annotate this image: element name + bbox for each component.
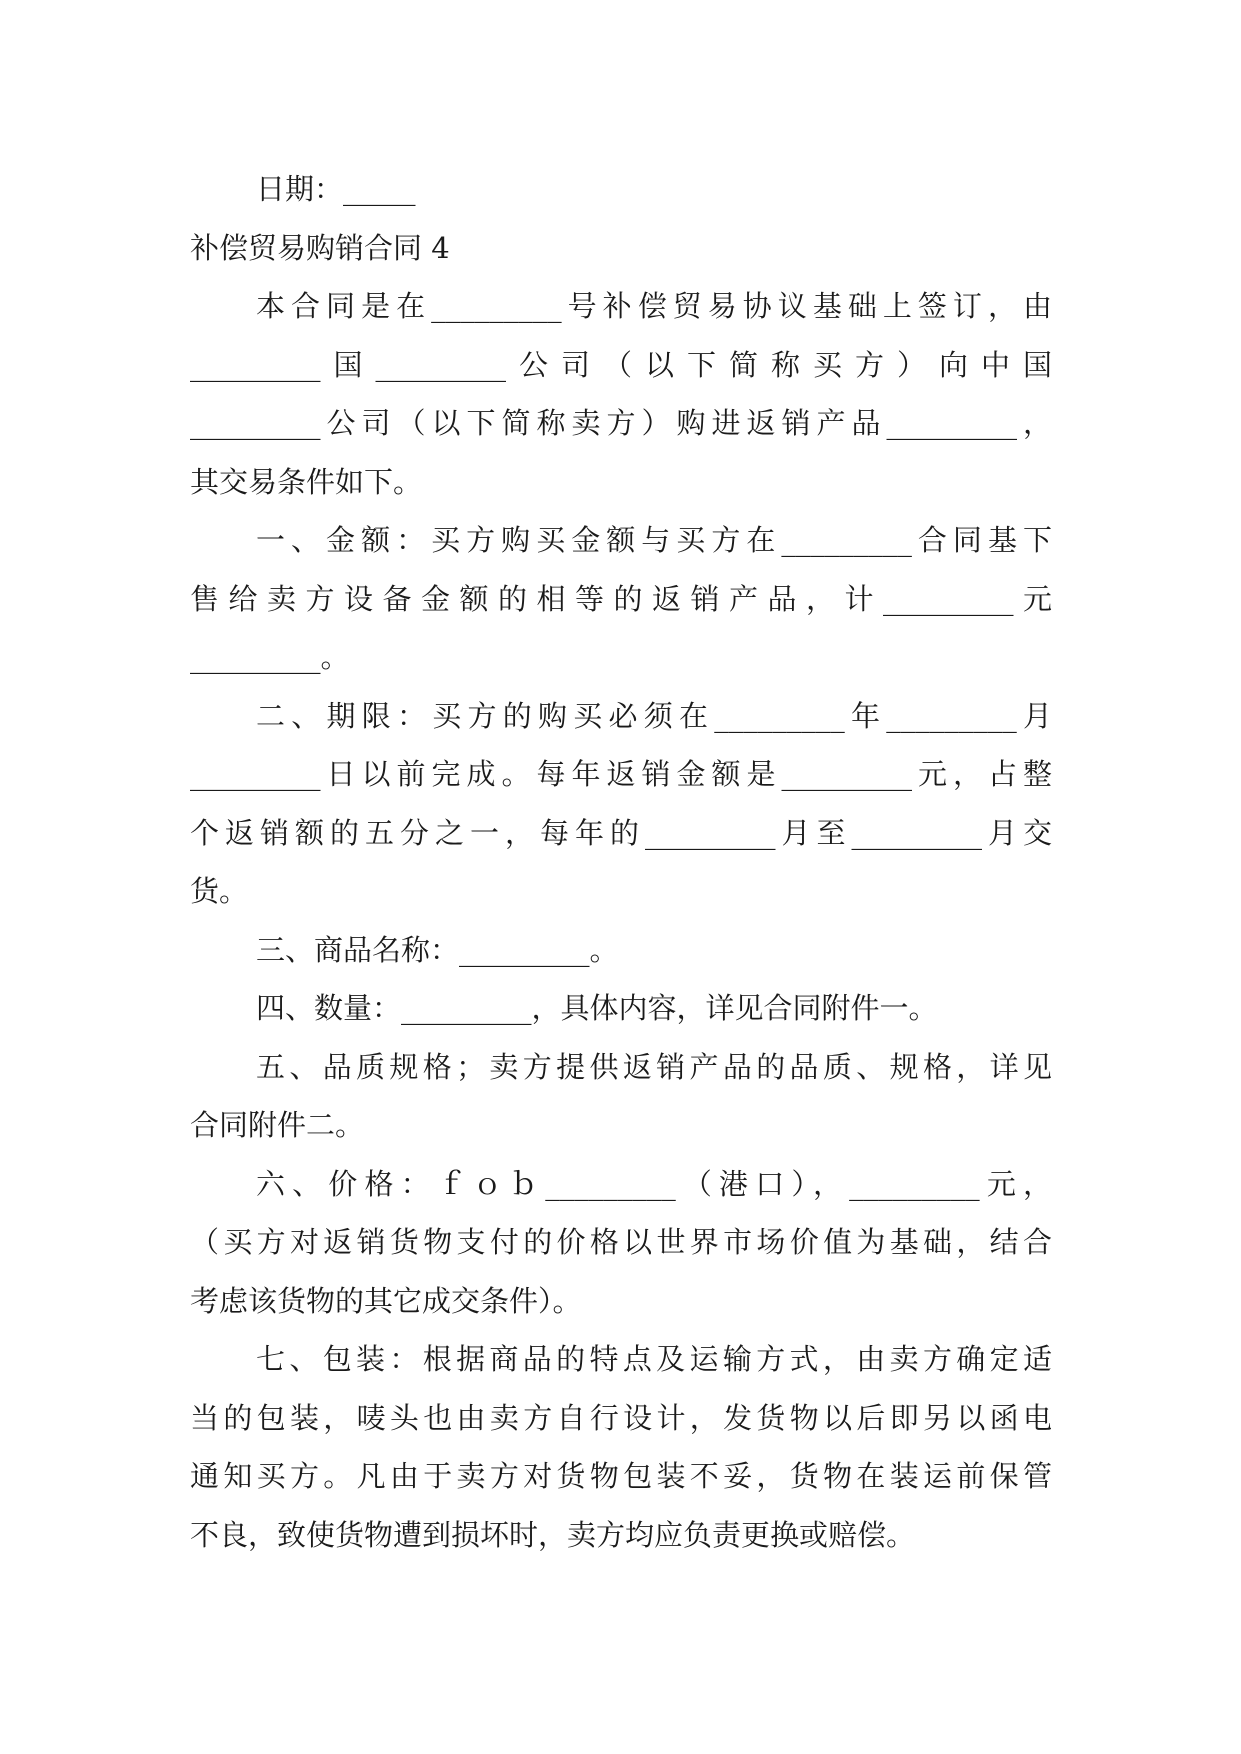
clause-amount-line-3: _________。 [190, 640, 350, 674]
clause-term-line-1: 二、期限：买方的购买必须在_________年_________月 [256, 698, 1052, 733]
clause-goods-name: 三、商品名称：_________。 [256, 932, 619, 967]
clause-term-line-2: _________日以前完成。每年返销金额是_________元，占整 [190, 757, 1052, 791]
clause-amount-line-1: 一、金额：买方购买金额与买方在_________合同基下 [256, 523, 1052, 557]
intro-line-4: 其交易条件如下。 [190, 464, 423, 499]
clause-price-line-1: 六、价格：ｆｏｂ_________（港口），_________元， [256, 1166, 1052, 1201]
clause-quality-line-1: 五、品质规格；卖方提供返销产品的品质、规格，详见 [256, 1049, 1052, 1084]
clause-price-line-2: （买方对返销货物支付的价格以世界市场价值为基础，结合 [190, 1225, 1052, 1259]
clause-amount-line-2: 售给卖方设备金额的相等的返销产品，计_________元 [190, 581, 1052, 616]
clause-packing-line-2: 当的包装，唛头也由卖方自行设计，发货物以后即另以函电 [190, 1400, 1052, 1435]
clause-quality-line-2: 合同附件二。 [190, 1108, 365, 1142]
clause-packing-line-3: 通知买方。凡由于卖方对货物包装不妥，货物在装运前保管 [190, 1459, 1052, 1493]
intro-line-1: 本合同是在_________号补偿贸易协议基础上签订，由 [256, 289, 1052, 323]
intro-line-3: _________公司（以下简称卖方）购进返销产品_________， [190, 406, 1052, 440]
clause-term-line-4: 货。 [190, 874, 249, 908]
clause-quantity: 四、数量：_________，具体内容，详见合同附件一。 [256, 991, 938, 1025]
intro-line-2: _________国_________公司（以下简称买方）向中国 [190, 347, 1052, 382]
date-line: 日期：_____ [256, 172, 416, 206]
clause-term-line-3: 个返销额的五分之一，每年的_________月至_________月交 [190, 815, 1052, 850]
clause-price-line-3: 考虑该货物的其它成交条件）。 [190, 1283, 582, 1318]
clause-packing-line-4: 不良，致使货物遭到损坏时，卖方均应负责更换或赔偿。 [190, 1517, 916, 1552]
contract-title: 补偿贸易购销合同 4 [190, 230, 450, 265]
clause-packing-line-1: 七、包装：根据商品的特点及运输方式，由卖方确定适 [256, 1342, 1052, 1376]
contract-text [190, 160, 1052, 1564]
